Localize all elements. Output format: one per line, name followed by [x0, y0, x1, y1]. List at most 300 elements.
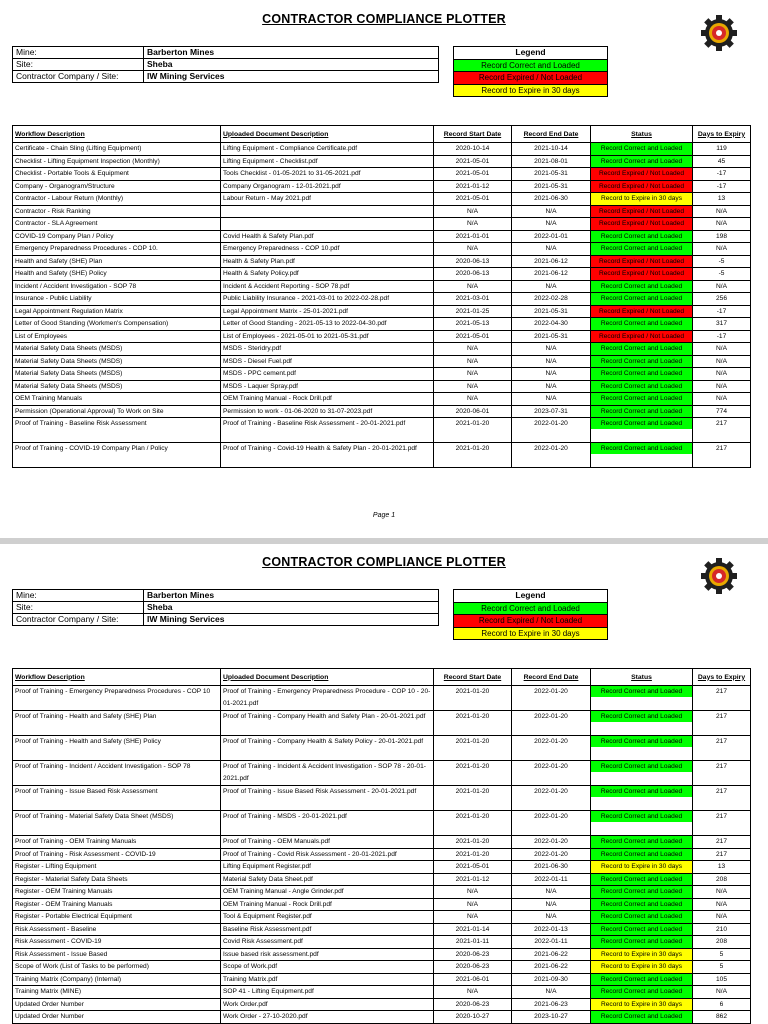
- document-cell: OEM Training Manual - Angle Grinder.pdf: [221, 886, 434, 899]
- status-cell: Record Expired / Not Loaded: [591, 180, 693, 193]
- table-header-row: [13, 126, 751, 143]
- table-row: [13, 368, 751, 381]
- status-cell: [591, 711, 693, 736]
- workflow-cell: Health and Safety (SHE) Policy: [13, 268, 221, 281]
- table-row: [13, 418, 751, 443]
- start-date-cell: 2021-01-20: [434, 711, 512, 736]
- document-cell: Proof of Training - Incident & Accident Investigation - SOP 78 - 20-01-2021.pdf: [221, 761, 434, 786]
- workflow-cell: Register - Portable Electrical Equipment: [13, 911, 221, 924]
- workflow-cell: Register - Lifting Equipment: [13, 861, 221, 874]
- table-row: [13, 343, 751, 356]
- start-date-cell: 2021-05-01: [434, 168, 512, 181]
- days-cell: 5: [693, 961, 751, 974]
- status-cell: Record Correct and Loaded: [591, 368, 693, 381]
- end-date-cell: 2021-08-01: [512, 155, 591, 168]
- table-row: [13, 986, 751, 999]
- end-date-cell: 2021-06-22: [512, 948, 591, 961]
- workflow-cell: Material Safety Data Sheets (MSDS): [13, 380, 221, 393]
- document-cell: Health & Safety Plan.pdf: [221, 255, 434, 268]
- document-cell: Covid Risk Assessment.pdf: [221, 936, 434, 949]
- end-date-cell: N/A: [512, 218, 591, 231]
- start-date-cell: 2020-10-14: [434, 143, 512, 156]
- end-date-cell: 2022-02-28: [512, 293, 591, 306]
- end-date-cell: 2021-06-12: [512, 268, 591, 281]
- status-cell: Record Correct and Loaded: [591, 973, 693, 986]
- table-row: [13, 973, 751, 986]
- table-row: [13, 405, 751, 418]
- status-cell: Record Correct and Loaded: [591, 1011, 693, 1024]
- days-cell: 217: [693, 786, 751, 811]
- start-date-cell: 2021-01-20: [434, 761, 512, 786]
- workflow-cell: Proof of Training - Health and Safety (SHE) Policy: [13, 736, 221, 761]
- document-cell: [221, 205, 434, 218]
- site-info-table: [12, 589, 439, 626]
- days-cell: 13: [693, 861, 751, 874]
- end-date-cell: N/A: [512, 205, 591, 218]
- document-cell: Proof of Training - Company Health and Safety Plan - 20-01-2021.pdf: [221, 711, 434, 736]
- end-date-cell: 2021-06-23: [512, 998, 591, 1011]
- status-cell: Record Correct and Loaded: [591, 836, 693, 849]
- start-date-cell: N/A: [434, 911, 512, 924]
- end-date-cell: 2023-10-27: [512, 1011, 591, 1024]
- end-date-cell: 2022-01-20: [512, 786, 591, 811]
- table-row: [13, 280, 751, 293]
- start-date-cell: N/A: [434, 343, 512, 356]
- header-document: Uploaded Document Description: [221, 669, 434, 686]
- site-value: Sheba: [144, 602, 439, 614]
- status-cell: Record to Expire in 30 days: [591, 193, 693, 206]
- status-cell: Record Correct and Loaded: [591, 355, 693, 368]
- workflow-cell: Proof of Training - Emergency Preparedness Procedures - COP 10: [13, 686, 221, 711]
- start-date-cell: N/A: [434, 898, 512, 911]
- end-date-cell: 2021-09-30: [512, 973, 591, 986]
- document-cell: Labour Return - May 2021.pdf: [221, 193, 434, 206]
- table-row: [13, 380, 751, 393]
- days-cell: 317: [693, 318, 751, 331]
- mine-value: Barberton Mines: [144, 47, 439, 59]
- document-cell: Lifting Equipment Register.pdf: [221, 861, 434, 874]
- days-cell: -5: [693, 268, 751, 281]
- status-cell: [591, 418, 693, 443]
- start-date-cell: 2021-01-01: [434, 230, 512, 243]
- days-cell: 119: [693, 143, 751, 156]
- table-row: [13, 205, 751, 218]
- days-cell: N/A: [693, 380, 751, 393]
- end-date-cell: 2022-01-11: [512, 936, 591, 949]
- workflow-cell: Letter of Good Standing (Workmen's Compensation): [13, 318, 221, 331]
- status-cell: Record Correct and Loaded: [591, 230, 693, 243]
- document-cell: Letter of Good Standing - 2021-05-13 to 2022-04-30.pdf: [221, 318, 434, 331]
- workflow-cell: Risk Assessment - COVID-19: [13, 936, 221, 949]
- end-date-cell: 2022-01-20: [512, 711, 591, 736]
- workflow-cell: Proof of Training - Material Safety Data Sheet (MSDS): [13, 811, 221, 836]
- end-date-cell: 2022-01-01: [512, 230, 591, 243]
- end-date-cell: 2021-05-31: [512, 330, 591, 343]
- start-date-cell: N/A: [434, 380, 512, 393]
- workflow-cell: Legal Appointment Regulation Matrix: [13, 305, 221, 318]
- table-row: [13, 443, 751, 468]
- table-row: [13, 330, 751, 343]
- status-cell: Record Expired / Not Loaded: [591, 305, 693, 318]
- table-row: [13, 168, 751, 181]
- table-row: [13, 911, 751, 924]
- status-cell: Record Correct and Loaded: [591, 986, 693, 999]
- header-workflow: Workflow Description: [13, 669, 221, 686]
- workflow-cell: OEM Training Manuals: [13, 393, 221, 406]
- days-cell: 6: [693, 998, 751, 1011]
- start-date-cell: 2020-06-23: [434, 961, 512, 974]
- days-cell: N/A: [693, 343, 751, 356]
- end-date-cell: 2022-04-30: [512, 318, 591, 331]
- end-date-cell: 2022-01-20: [512, 443, 591, 468]
- workflow-cell: Emergency Preparedness Procedures - COP 10.: [13, 243, 221, 256]
- days-cell: N/A: [693, 205, 751, 218]
- workflow-cell: Contractor - Labour Return (Monthly): [13, 193, 221, 206]
- table-row: [13, 873, 751, 886]
- table-row: [13, 318, 751, 331]
- end-date-cell: N/A: [512, 368, 591, 381]
- compliance-table-page-1: [12, 125, 751, 468]
- days-cell: 256: [693, 293, 751, 306]
- table-row: [13, 736, 751, 761]
- end-date-cell: 2022-01-11: [512, 873, 591, 886]
- status-cell: [591, 786, 693, 811]
- table-row: [13, 305, 751, 318]
- document-cell: Material Safety Data Sheet.pdf: [221, 873, 434, 886]
- start-date-cell: 2021-05-01: [434, 155, 512, 168]
- days-cell: N/A: [693, 911, 751, 924]
- start-date-cell: 2021-01-20: [434, 848, 512, 861]
- table-row: [13, 143, 751, 156]
- document-cell: Work Order - 27-10-2020.pdf: [221, 1011, 434, 1024]
- document-cell: Training Matrix.pdf: [221, 973, 434, 986]
- days-cell: 208: [693, 873, 751, 886]
- start-date-cell: 2020-06-23: [434, 998, 512, 1011]
- workflow-cell: Proof of Training - COVID-19 Company Plan / Policy: [13, 443, 221, 468]
- legend-heading: Legend: [454, 590, 608, 603]
- status-cell: Record Expired / Not Loaded: [591, 268, 693, 281]
- start-date-cell: 2021-01-20: [434, 786, 512, 811]
- status-cell: Record Expired / Not Loaded: [591, 330, 693, 343]
- table-row: [13, 998, 751, 1011]
- document-cell: Company Organogram - 12-01-2021.pdf: [221, 180, 434, 193]
- end-date-cell: N/A: [512, 343, 591, 356]
- document-cell: Baseline Risk Assessment.pdf: [221, 923, 434, 936]
- days-cell: N/A: [693, 218, 751, 231]
- table-row: [13, 293, 751, 306]
- days-cell: N/A: [693, 886, 751, 899]
- end-date-cell: 2022-01-20: [512, 836, 591, 849]
- document-cell: MSDS - Diesel Fuel.pdf: [221, 355, 434, 368]
- days-cell: 105: [693, 973, 751, 986]
- table-row: [13, 1011, 751, 1024]
- document-cell: MSDS - Steridry.pdf: [221, 343, 434, 356]
- status-badge: Record Correct and Loaded: [591, 786, 692, 797]
- status-badge: Record Correct and Loaded: [591, 736, 692, 747]
- document-cell: MSDS - Laquer Spray.pdf: [221, 380, 434, 393]
- status-cell: Record Correct and Loaded: [591, 923, 693, 936]
- start-date-cell: N/A: [434, 280, 512, 293]
- days-cell: 208: [693, 936, 751, 949]
- workflow-cell: Register - OEM Training Manuals: [13, 898, 221, 911]
- start-date-cell: N/A: [434, 205, 512, 218]
- document-cell: Proof of Training - Company Health & Safety Policy - 20-01-2021.pdf: [221, 736, 434, 761]
- workflow-cell: Incident / Accident Investigation - SOP 78: [13, 280, 221, 293]
- status-cell: [591, 811, 693, 836]
- end-date-cell: N/A: [512, 243, 591, 256]
- workflow-cell: Register - OEM Training Manuals: [13, 886, 221, 899]
- start-date-cell: 2021-01-20: [434, 418, 512, 443]
- mine-label: Mine:: [13, 590, 144, 602]
- table-row: [13, 393, 751, 406]
- start-date-cell: 2021-01-14: [434, 923, 512, 936]
- end-date-cell: 2022-01-20: [512, 811, 591, 836]
- header-days: Days to Expiry: [693, 126, 751, 143]
- status-cell: Record Expired / Not Loaded: [591, 205, 693, 218]
- header-status: Status: [591, 126, 693, 143]
- days-cell: 217: [693, 686, 751, 711]
- legend-yellow: Record to Expire in 30 days: [454, 84, 608, 97]
- document-cell: Health & Safety Policy.pdf: [221, 268, 434, 281]
- end-date-cell: N/A: [512, 380, 591, 393]
- start-date-cell: 2020-06-01: [434, 405, 512, 418]
- site-label: Site:: [13, 602, 144, 614]
- legend-green: Record Correct and Loaded: [454, 59, 608, 72]
- table-row: [13, 848, 751, 861]
- table-row: [13, 193, 751, 206]
- table-row: [13, 961, 751, 974]
- days-cell: 217: [693, 736, 751, 761]
- status-cell: Record Correct and Loaded: [591, 936, 693, 949]
- start-date-cell: N/A: [434, 368, 512, 381]
- days-cell: 45: [693, 155, 751, 168]
- company-logo-icon: [699, 556, 739, 596]
- table-row: [13, 936, 751, 949]
- status-cell: Record to Expire in 30 days: [591, 948, 693, 961]
- table-row: [13, 861, 751, 874]
- start-date-cell: 2020-06-23: [434, 948, 512, 961]
- document-cell: Work Order.pdf: [221, 998, 434, 1011]
- workflow-cell: Material Safety Data Sheets (MSDS): [13, 343, 221, 356]
- status-cell: Record Correct and Loaded: [591, 873, 693, 886]
- status-cell: Record Correct and Loaded: [591, 848, 693, 861]
- header-days: Days to Expiry: [693, 669, 751, 686]
- start-date-cell: 2020-10-27: [434, 1011, 512, 1024]
- contractor-label: Contractor Company / Site:: [13, 614, 144, 626]
- document-cell: Lifting Equipment - Compliance Certificate.pdf: [221, 143, 434, 156]
- start-date-cell: N/A: [434, 355, 512, 368]
- start-date-cell: 2021-06-01: [434, 973, 512, 986]
- days-cell: -5: [693, 255, 751, 268]
- workflow-cell: Checklist - Lifting Equipment Inspection (Monthly): [13, 155, 221, 168]
- header-end-date: Record End Date: [512, 126, 591, 143]
- workflow-cell: Proof of Training - Risk Assessment - COVID-19: [13, 848, 221, 861]
- document-cell: Covid Health & Safety Plan.pdf: [221, 230, 434, 243]
- page-number: Page 1: [372, 512, 396, 519]
- status-cell: [591, 736, 693, 761]
- end-date-cell: 2021-10-14: [512, 143, 591, 156]
- workflow-cell: Proof of Training - Baseline Risk Assessment: [13, 418, 221, 443]
- workflow-cell: Material Safety Data Sheets (MSDS): [13, 355, 221, 368]
- table-row: [13, 836, 751, 849]
- start-date-cell: 2021-01-20: [434, 836, 512, 849]
- legend-red: Record Expired / Not Loaded: [454, 615, 608, 628]
- status-cell: Record Expired / Not Loaded: [591, 255, 693, 268]
- workflow-cell: Proof of Training - Health and Safety (SHE) Plan: [13, 711, 221, 736]
- start-date-cell: 2021-01-20: [434, 736, 512, 761]
- end-date-cell: 2021-06-30: [512, 193, 591, 206]
- document-cell: Proof of Training - OEM Manuals.pdf: [221, 836, 434, 849]
- table-row: [13, 761, 751, 786]
- table-row: [13, 948, 751, 961]
- legend-green: Record Correct and Loaded: [454, 602, 608, 615]
- start-date-cell: 2021-01-20: [434, 811, 512, 836]
- end-date-cell: 2022-01-13: [512, 923, 591, 936]
- table-row: [13, 923, 751, 936]
- workflow-cell: Training Matrix (Company) (Internal): [13, 973, 221, 986]
- end-date-cell: 2021-05-31: [512, 180, 591, 193]
- status-badge: Record Correct and Loaded: [591, 761, 692, 772]
- days-cell: 217: [693, 811, 751, 836]
- start-date-cell: N/A: [434, 886, 512, 899]
- days-cell: -17: [693, 305, 751, 318]
- end-date-cell: N/A: [512, 898, 591, 911]
- workflow-cell: Scope of Work (List of Tasks to be performed): [13, 961, 221, 974]
- days-cell: N/A: [693, 280, 751, 293]
- status-badge: Record Correct and Loaded: [591, 686, 692, 697]
- document-cell: [221, 218, 434, 231]
- document-cell: Emergency Preparedness - COP 10.pdf: [221, 243, 434, 256]
- end-date-cell: 2023-07-31: [512, 405, 591, 418]
- status-cell: [591, 761, 693, 786]
- table-row: [13, 155, 751, 168]
- status-cell: Record Correct and Loaded: [591, 143, 693, 156]
- days-cell: 217: [693, 443, 751, 468]
- status-cell: Record Expired / Not Loaded: [591, 218, 693, 231]
- compliance-table-page-2: [12, 668, 751, 1024]
- days-cell: 217: [693, 761, 751, 786]
- status-cell: Record to Expire in 30 days: [591, 998, 693, 1011]
- contractor-value: IW Mining Services: [144, 614, 439, 626]
- end-date-cell: 2022-01-20: [512, 686, 591, 711]
- start-date-cell: 2021-01-12: [434, 180, 512, 193]
- header-status: Status: [591, 669, 693, 686]
- start-date-cell: N/A: [434, 218, 512, 231]
- table-header-row: [13, 669, 751, 686]
- legend-table: [453, 46, 608, 97]
- days-cell: 5: [693, 948, 751, 961]
- table-row: [13, 898, 751, 911]
- document-cell: SOP 41 - Lifting Equipment.pdf: [221, 986, 434, 999]
- status-cell: [591, 686, 693, 711]
- page-title: CONTRACTOR COMPLIANCE PLOTTER: [262, 555, 506, 569]
- status-cell: Record Correct and Loaded: [591, 886, 693, 899]
- workflow-cell: Register - Material Safety Data Sheets: [13, 873, 221, 886]
- start-date-cell: 2020-06-13: [434, 255, 512, 268]
- end-date-cell: 2021-06-12: [512, 255, 591, 268]
- table-row: [13, 268, 751, 281]
- status-cell: Record Correct and Loaded: [591, 318, 693, 331]
- document-cell: Proof of Training - Covid-19 Health & Safety Plan - 20-01-2021.pdf: [221, 443, 434, 468]
- days-cell: N/A: [693, 393, 751, 406]
- days-cell: -17: [693, 168, 751, 181]
- document-page-2: [0, 544, 768, 1024]
- days-cell: 217: [693, 848, 751, 861]
- status-cell: Record Correct and Loaded: [591, 898, 693, 911]
- table-row: [13, 886, 751, 899]
- end-date-cell: N/A: [512, 986, 591, 999]
- document-cell: Proof of Training - Covid Risk Assessment - 20-01-2021.pdf: [221, 848, 434, 861]
- days-cell: 217: [693, 836, 751, 849]
- workflow-cell: Proof of Training - Issue Based Risk Assessment: [13, 786, 221, 811]
- status-cell: Record to Expire in 30 days: [591, 961, 693, 974]
- document-cell: Tools Checklist - 01-05-2021 to 31-05-2021.pdf: [221, 168, 434, 181]
- table-row: [13, 686, 751, 711]
- table-row: [13, 180, 751, 193]
- days-cell: 217: [693, 711, 751, 736]
- workflow-cell: Insurance - Public Liability: [13, 293, 221, 306]
- days-cell: N/A: [693, 355, 751, 368]
- start-date-cell: N/A: [434, 986, 512, 999]
- workflow-cell: Contractor - SLA Agreement: [13, 218, 221, 231]
- document-cell: Lifting Equipment - Checklist.pdf: [221, 155, 434, 168]
- workflow-cell: Health and Safety (SHE) Plan: [13, 255, 221, 268]
- status-cell: Record Correct and Loaded: [591, 280, 693, 293]
- table-row: [13, 355, 751, 368]
- document-cell: Issue based risk assessment.pdf: [221, 948, 434, 961]
- status-cell: [591, 443, 693, 468]
- status-cell: Record Expired / Not Loaded: [591, 168, 693, 181]
- start-date-cell: 2021-03-01: [434, 293, 512, 306]
- workflow-cell: Contractor - Risk Ranking: [13, 205, 221, 218]
- document-cell: Permission to work - 01-06-2020 to 31-07-2023.pdf: [221, 405, 434, 418]
- status-cell: Record Correct and Loaded: [591, 405, 693, 418]
- status-cell: Record Correct and Loaded: [591, 393, 693, 406]
- document-cell: Legal Appointment Matrix - 25-01-2021.pdf: [221, 305, 434, 318]
- days-cell: 774: [693, 405, 751, 418]
- days-cell: -17: [693, 180, 751, 193]
- days-cell: N/A: [693, 243, 751, 256]
- document-cell: Public Liability Insurance - 2021-03-01 to 2022-02-28.pdf: [221, 293, 434, 306]
- start-date-cell: 2021-01-25: [434, 305, 512, 318]
- table-row: [13, 786, 751, 811]
- end-date-cell: N/A: [512, 911, 591, 924]
- start-date-cell: 2020-06-13: [434, 268, 512, 281]
- end-date-cell: 2021-06-22: [512, 961, 591, 974]
- start-date-cell: N/A: [434, 243, 512, 256]
- table-row: [13, 255, 751, 268]
- document-cell: Scope of Work.pdf: [221, 961, 434, 974]
- start-date-cell: 2021-01-20: [434, 686, 512, 711]
- site-info-table: [12, 46, 439, 83]
- end-date-cell: 2021-05-31: [512, 305, 591, 318]
- table-row: [13, 811, 751, 836]
- company-logo-icon: [699, 13, 739, 53]
- end-date-cell: 2022-01-20: [512, 761, 591, 786]
- status-cell: Record Correct and Loaded: [591, 380, 693, 393]
- status-cell: Record Correct and Loaded: [591, 155, 693, 168]
- table-row: [13, 230, 751, 243]
- start-date-cell: 2021-05-01: [434, 861, 512, 874]
- workflow-cell: Updated Order Number: [13, 1011, 221, 1024]
- site-value: Sheba: [144, 59, 439, 71]
- days-cell: 210: [693, 923, 751, 936]
- document-cell: List of Employees - 2021-05-01 to 2021-05-31.pdf: [221, 330, 434, 343]
- days-cell: N/A: [693, 368, 751, 381]
- days-cell: -17: [693, 330, 751, 343]
- days-cell: 198: [693, 230, 751, 243]
- workflow-cell: Risk Assessment - Baseline: [13, 923, 221, 936]
